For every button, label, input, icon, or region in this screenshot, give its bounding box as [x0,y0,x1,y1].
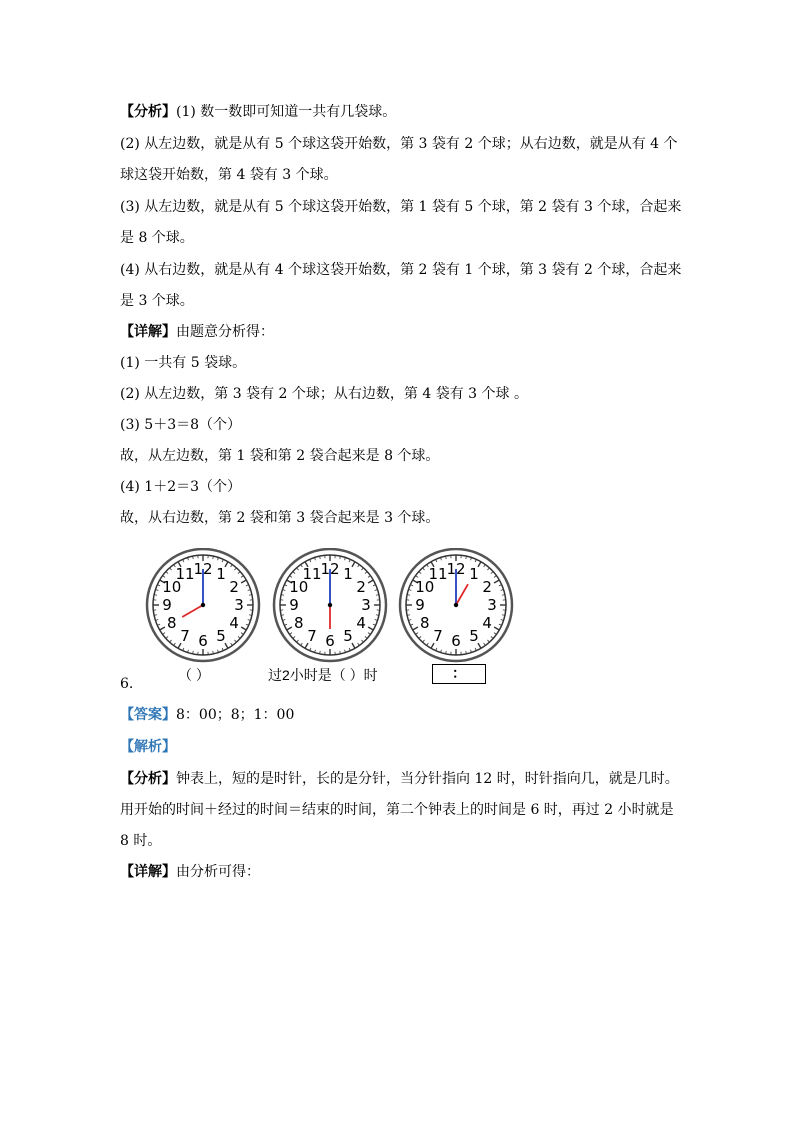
clock-numeral: 9 [162,596,172,614]
clock-label-2: 过2小时是（ ）时 [268,667,378,683]
clock-numeral: 11 [428,564,448,583]
clock-numeral: 5 [469,627,479,646]
analysis-line-6: (4) 从右边数，就是从有 4 个球这袋开始数，第 2 袋有 1 个球，第 3 袋有 2 个球，合起来 [120,262,682,278]
clock-numeral: 6 [325,632,335,650]
detail-line-4: 故，从左边数，第 1 袋和第 2 袋合起来是 8 个球。 [120,448,440,464]
clock-numeral: 12 [446,560,466,578]
clock-numeral: 2 [356,578,366,596]
analysis-line-2: (2) 从左边数，就是从有 5 个球这袋开始数，第 3 袋有 2 个球；从右边数，就是从有 4 个 [120,136,678,152]
analysis-line-5: 是 8 个球。 [120,230,194,246]
question-number: 6. [120,676,134,692]
clock-numeral: 8 [420,614,430,632]
detail-line-5: (4) 1＋2＝3（个） [120,479,242,495]
clock-numeral: 6 [451,632,461,650]
clock-numeral: 12 [320,560,340,578]
analysis2-line-1: 【分析】钟表上，短的是时针，长的是分针，当分针指向 12 时，时针指向几，就是几时。 [120,771,679,787]
answer-line [120,705,294,725]
clock-3 [400,549,512,661]
analysis-line-7: 是 3 个球。 [120,293,194,309]
clock-numeral: 12 [193,560,213,578]
clock-numeral: 9 [289,596,299,614]
clock-numeral: 2 [482,578,492,596]
jiexi-tag: 【解析】 [120,739,176,755]
clock-numeral: 1 [343,564,353,583]
clock-numeral: 1 [216,564,226,583]
analysis-line-1: 【分析】(1) 数一数即可知道一共有几袋球。 [120,104,397,120]
clock-numeral: 4 [229,614,239,632]
clock-numeral: 2 [229,578,239,596]
clock-numeral: 7 [307,627,317,646]
clock-numeral: 5 [216,627,226,646]
clock-numeral: 6 [198,632,208,650]
analysis2-line-2: 用开始的时间＋经过的时间＝结束的时间，第二个钟表上的时间是 6 时，再过 2 小时就是 [120,802,674,818]
analysis-line-4: (3) 从左边数，就是从有 5 个球这袋开始数，第 1 袋有 5 个球，第 2 袋有 3 个球，合起来 [120,199,682,215]
clock-numeral: 3 [487,596,497,614]
detail2-line: 【详解】由分析可得： [120,864,260,880]
detail-line-3: (3) 5＋3＝8（个） [120,417,242,433]
clock-numeral: 8 [167,614,177,632]
clock-labels [118,662,498,692]
clock-numeral: 3 [234,596,244,614]
clock-numeral: 10 [162,578,182,596]
analysis2-line-3: 8 时。 [120,833,162,849]
detail-tag: 【详解】 [120,324,176,340]
answer-tag: 【答案】 [120,707,176,723]
clock-numeral: 9 [415,596,425,614]
clock-figure [140,548,530,666]
clock-numeral: 3 [361,596,371,614]
clock-numeral: 1 [469,564,479,583]
clock-1 [147,549,259,661]
clock-2 [274,549,386,661]
clock-numeral: 5 [343,627,353,646]
clock-numeral: 10 [289,578,309,596]
clock-label-1: （ ） [178,667,210,683]
analysis-tag: 【分析】 [120,104,176,120]
clock-numeral: 7 [433,627,443,646]
analysis2-tag: 【分析】 [120,771,176,787]
clock-pivot [201,603,205,607]
clock-pivot [454,603,458,607]
detail-line-2: (2) 从左边数，第 3 袋有 2 个球；从右边数，第 4 袋有 3 个球 。 [120,386,528,402]
time-answer-box: ： [432,664,486,684]
clock-pivot [328,603,332,607]
clock-numeral: 11 [302,564,322,583]
clock-numeral: 8 [294,614,304,632]
detail-header: 【详解】由题意分析得： [120,324,274,340]
detail-line-6: 故，从右边数，第 2 袋和第 3 袋合起来是 3 个球。 [120,510,440,526]
clock-numeral: 10 [415,578,435,596]
clock-numeral: 11 [175,564,195,583]
clock-numeral: 7 [180,627,190,646]
detail-line-1: (1) 一共有 5 袋球。 [120,355,247,371]
jiexi-line [120,737,176,757]
detail2-tag: 【详解】 [120,864,176,880]
clock-numeral: 4 [356,614,366,632]
analysis-line-3: 球这袋开始数，第 4 袋有 3 个球。 [120,167,338,183]
answer-text: 8：00；8；1：00 [176,707,295,723]
clock-numeral: 4 [482,614,492,632]
